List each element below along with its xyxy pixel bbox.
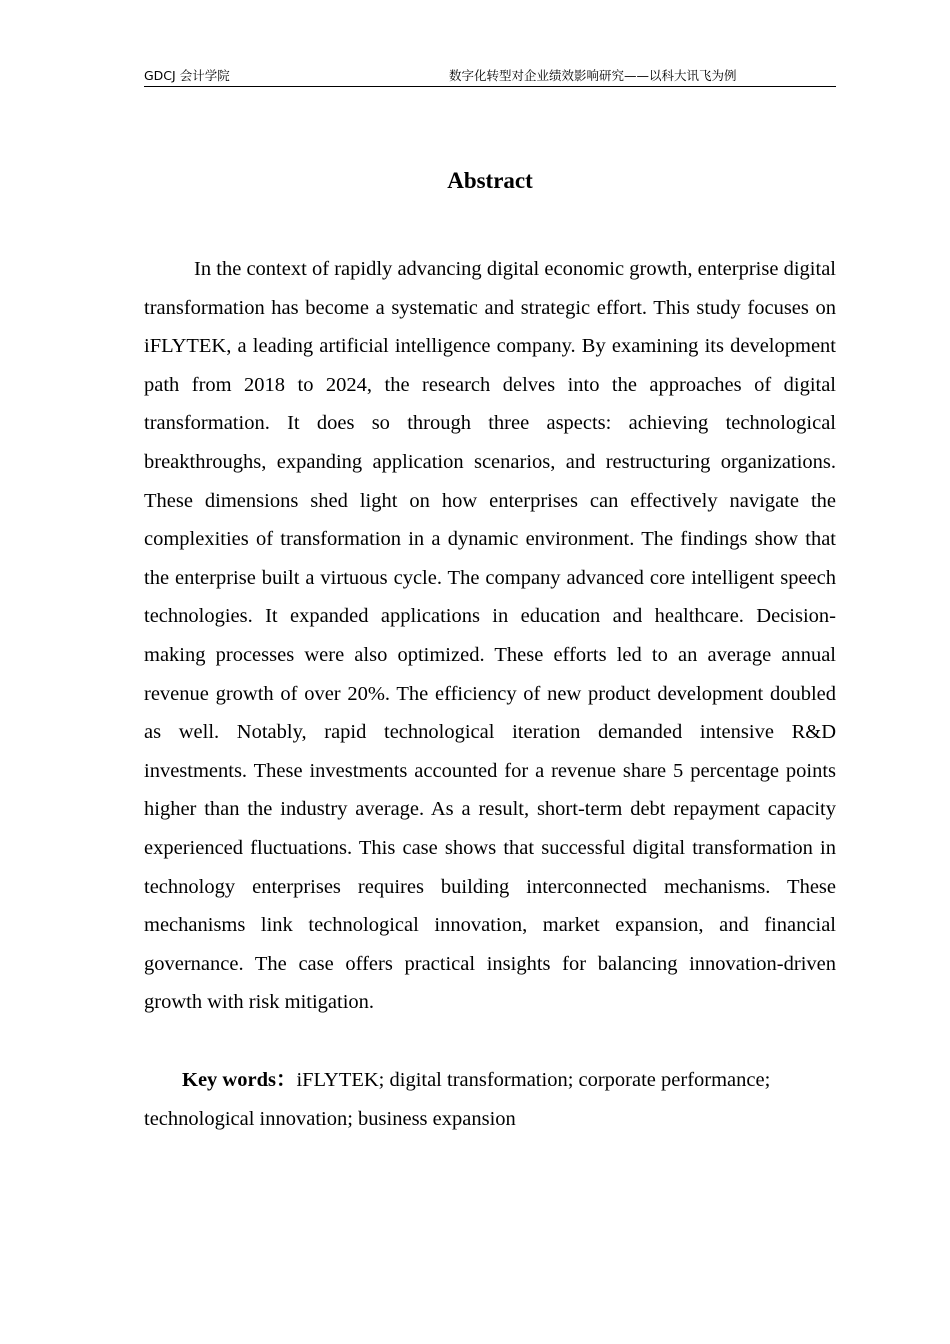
header-institution: GDCJ 会计学院	[144, 68, 230, 83]
keywords-text: iFLYTEK; digital transformation; corporate performance; technological innovation; business expansion	[144, 1069, 771, 1130]
page-header	[144, 66, 836, 87]
keywords-label: Key words：	[182, 1069, 297, 1091]
abstract-title: Abstract	[447, 168, 533, 193]
keywords-line	[144, 1061, 836, 1138]
abstract-paragraph: In the context of rapidly advancing digital economic growth, enterprise digital transformation has become a systematic and strategic effort. This study focuses on iFLYTEK, a leading artificial intelligence company. By examining its development path from 2018 to 2024, the research delves into the approaches of digital transformation. It does so through three aspects: achieving technological breakthroughs, expanding application scenarios, and restructuring organizations. These dimensions shed light on how enterprises can effectively navigate the complexities of transformation in a dynamic environment. The findings show that the enterprise built a virtuous cycle. The company advanced core intelligent speech technologies. It expanded applications in education and healthcare. Decision-making processes were also optimized. These efforts led to an average annual revenue growth of over 20%. The efficiency of new product development doubled as well. Notably, rapid technological iteration demanded intensive R&D investments. These investments accounted for a revenue share 5 percentage points higher than the industry average. As a result, short-term debt repayment capacity experienced fluctuations. This case shows that successful digital transformation in technology enterprises requires building interconnected mechanisms. These mechanisms link technological innovation, market expansion, and financial governance. The case offers practical insights for balancing innovation-driven growth with risk mitigation.	[144, 258, 836, 1014]
header-thesis-title: 数字化转型对企业绩效影响研究——以科大讯飞为例	[449, 68, 737, 83]
